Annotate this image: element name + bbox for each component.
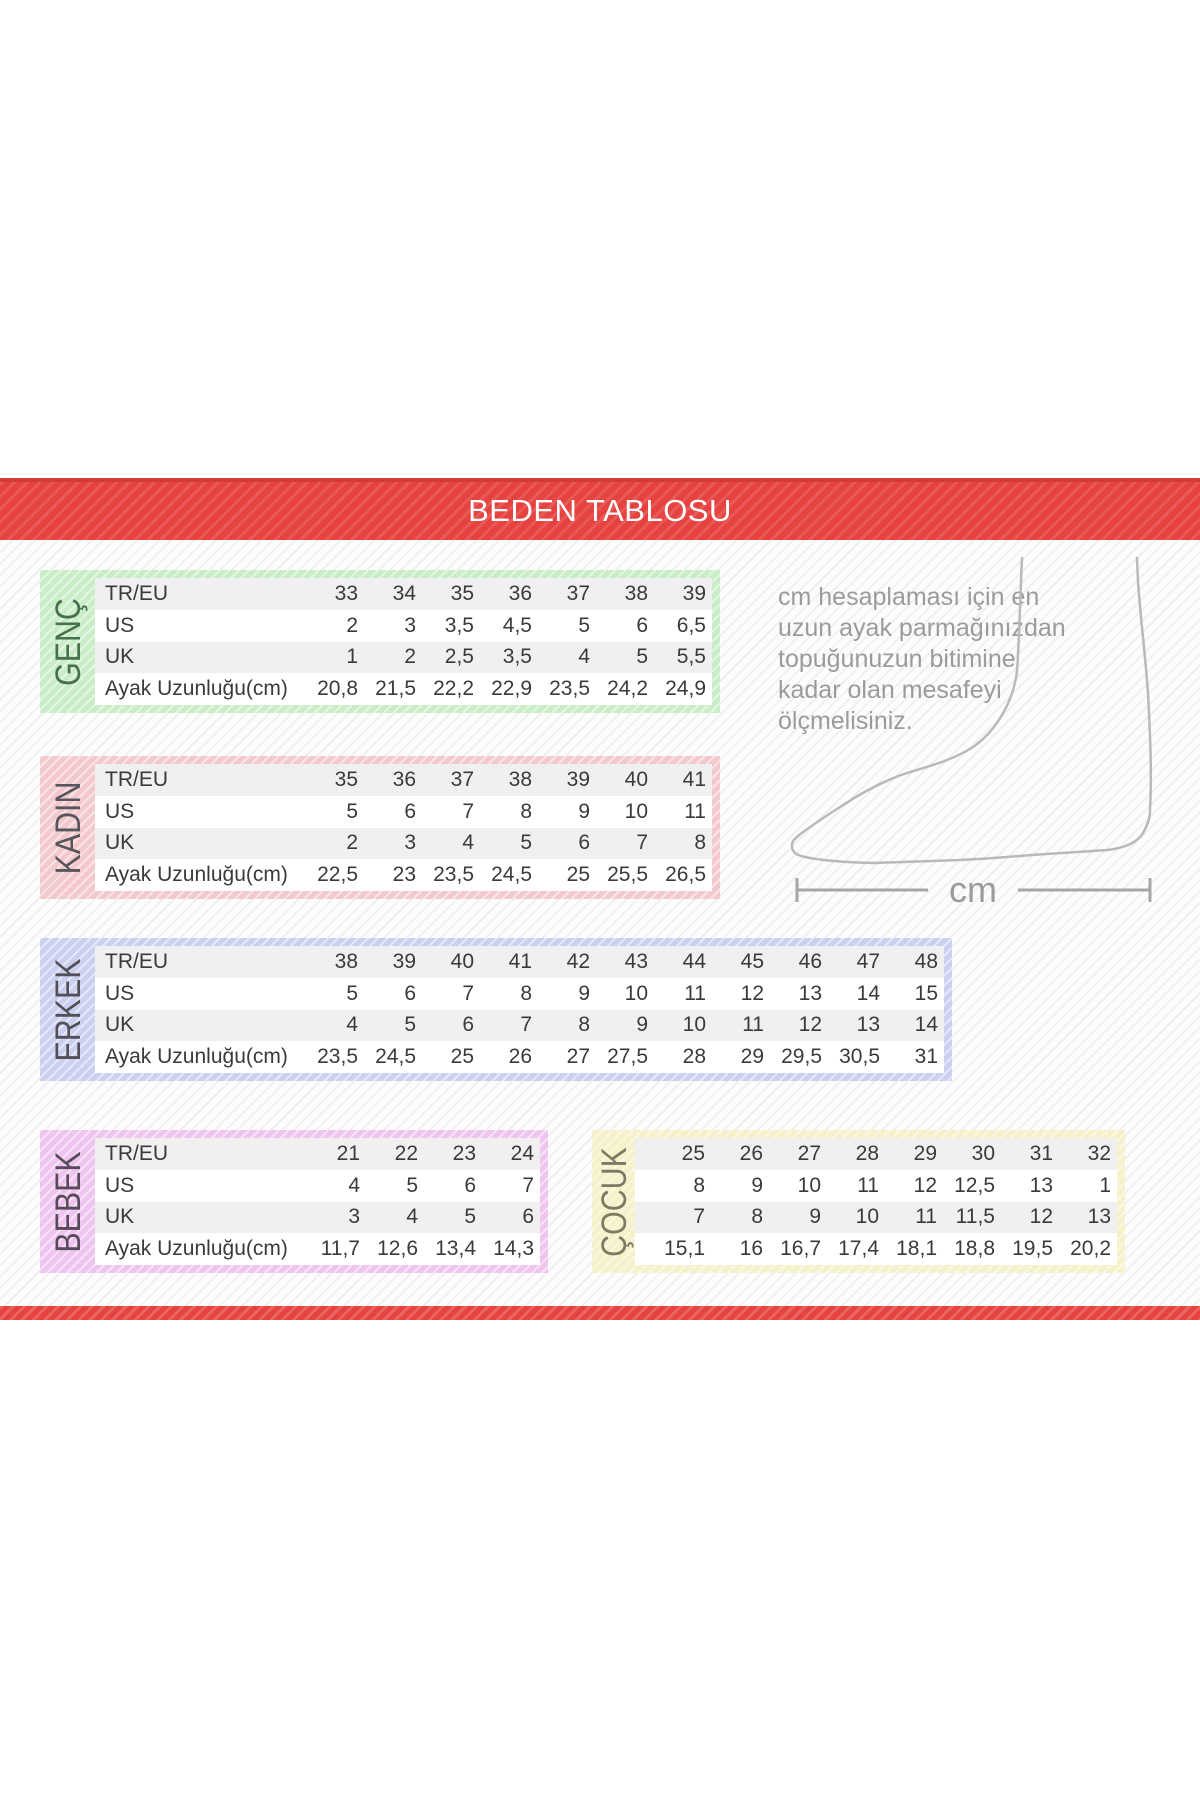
size-value-cell: 11,5 <box>955 1205 995 1229</box>
table-row <box>95 642 712 674</box>
size-value-cell: 4 <box>578 645 590 669</box>
size-value-cell: 3 <box>404 613 416 637</box>
size-table-cocuk-rows <box>635 1138 1117 1265</box>
size-value-cell: 23,5 <box>549 677 590 701</box>
size-value-cell: 4 <box>346 1013 358 1037</box>
size-value-cell: 28 <box>855 1141 879 1165</box>
size-value-cell: 21 <box>336 1141 360 1165</box>
size-value-cell: 1 <box>346 645 358 669</box>
size-value-cell: 25 <box>566 863 590 887</box>
size-value-cell: 39 <box>392 949 416 973</box>
size-table-bebek-rows <box>95 1138 540 1265</box>
size-value-cell: 4 <box>406 1205 418 1229</box>
size-value-cell: 8 <box>693 1173 705 1197</box>
table-row <box>95 1170 540 1202</box>
size-value-cell: 6 <box>464 1173 476 1197</box>
table-row <box>635 1202 1117 1234</box>
size-value-cell: 30,5 <box>839 1045 880 1069</box>
size-table-erkek <box>40 938 952 1081</box>
size-value-cell: 13 <box>1029 1173 1053 1197</box>
size-value-cell: 5 <box>346 981 358 1005</box>
size-value-cell: 27 <box>566 1045 590 1069</box>
size-value-cell: 4,5 <box>502 613 532 637</box>
size-value-cell: 2,5 <box>444 645 474 669</box>
size-value-cell: 3,5 <box>444 613 474 637</box>
row-header: Ayak Uzunluğu(cm) <box>105 677 288 701</box>
size-table-bebek-label-strip <box>40 1138 95 1265</box>
size-value-cell: 5 <box>406 1173 418 1197</box>
size-value-cell: 7 <box>520 1013 532 1037</box>
title-band <box>0 478 1200 540</box>
size-value-cell: 37 <box>566 581 590 605</box>
size-table-kadin-rows <box>95 764 712 891</box>
row-header: UK <box>105 1013 135 1037</box>
size-value-cell: 9 <box>809 1205 821 1229</box>
size-value-cell: 11,7 <box>320 1237 360 1261</box>
size-value-cell: 7 <box>522 1173 534 1197</box>
size-value-cell: 12,5 <box>954 1173 995 1197</box>
size-value-cell: 33 <box>334 581 358 605</box>
size-value-cell: 30 <box>971 1141 995 1165</box>
size-value-cell: 2 <box>346 831 358 855</box>
table-row <box>635 1138 1117 1170</box>
size-value-cell: 13 <box>856 1013 880 1037</box>
note-line: cm hesaplaması için en <box>778 583 1040 611</box>
size-table-erkek-rows <box>95 946 944 1073</box>
size-table-cocuk-label-strip <box>592 1138 635 1265</box>
size-value-cell: 40 <box>450 949 474 973</box>
size-value-cell: 8 <box>751 1205 763 1229</box>
size-value-cell: 48 <box>914 949 938 973</box>
size-value-cell: 26,5 <box>665 863 706 887</box>
page-title: BEDEN TABLOSU <box>468 493 732 528</box>
size-value-cell: 23,5 <box>433 863 474 887</box>
size-value-cell: 29 <box>913 1141 937 1165</box>
size-value-cell: 6 <box>522 1205 534 1229</box>
table-row <box>95 1041 944 1073</box>
size-value-cell: 7 <box>693 1205 705 1229</box>
size-value-cell: 5 <box>464 1205 476 1229</box>
size-value-cell: 22 <box>394 1141 418 1165</box>
row-header: TR/EU <box>105 581 168 605</box>
table-row <box>95 946 944 978</box>
size-value-cell: 12 <box>740 981 764 1005</box>
size-value-cell: 10 <box>797 1173 821 1197</box>
size-value-cell: 9 <box>751 1173 763 1197</box>
size-value-cell: 6 <box>636 613 648 637</box>
size-value-cell: 23 <box>452 1141 476 1165</box>
table-row <box>95 764 712 796</box>
size-value-cell: 3,5 <box>502 645 532 669</box>
size-value-cell: 13 <box>798 981 822 1005</box>
size-value-cell: 39 <box>566 767 590 791</box>
size-value-cell: 35 <box>450 581 474 605</box>
size-value-cell: 14 <box>856 981 880 1005</box>
note-line: topuğunuzun bitimine <box>778 645 1016 673</box>
table-row <box>95 610 712 642</box>
size-value-cell: 22,2 <box>433 677 474 701</box>
size-value-cell: 28 <box>682 1045 706 1069</box>
size-value-cell: 12 <box>913 1173 937 1197</box>
size-value-cell: 38 <box>334 949 358 973</box>
foot-outline-illustration <box>780 552 1170 917</box>
size-value-cell: 5 <box>578 613 590 637</box>
size-value-cell: 12,6 <box>377 1237 418 1261</box>
size-value-cell: 11 <box>742 1013 764 1037</box>
size-value-cell: 22,5 <box>317 863 358 887</box>
size-value-cell: 6 <box>462 1013 474 1037</box>
size-value-cell: 24,5 <box>491 863 532 887</box>
size-value-cell: 4 <box>348 1173 360 1197</box>
size-value-cell: 10 <box>855 1205 879 1229</box>
size-value-cell: 18,1 <box>896 1237 937 1261</box>
size-value-cell: 3 <box>348 1205 360 1229</box>
size-value-cell: 8 <box>578 1013 590 1037</box>
size-value-cell: 26 <box>739 1141 763 1165</box>
size-table-genc-rows <box>95 578 712 705</box>
size-value-cell: 19,5 <box>1012 1237 1053 1261</box>
size-value-cell: 10 <box>682 1013 706 1037</box>
size-value-cell: 24,2 <box>607 677 648 701</box>
size-value-cell: 41 <box>508 949 532 973</box>
size-value-cell: 29,5 <box>781 1045 822 1069</box>
size-value-cell: 23,5 <box>317 1045 358 1069</box>
size-table-kadin <box>40 756 720 899</box>
table-row <box>95 859 712 891</box>
size-value-cell: 1 <box>1099 1173 1111 1197</box>
table-row <box>95 673 712 705</box>
size-table-cocuk <box>592 1130 1125 1273</box>
size-value-cell: 11 <box>684 981 706 1005</box>
size-value-cell: 38 <box>508 767 532 791</box>
size-value-cell: 23 <box>392 863 416 887</box>
size-value-cell: 22,9 <box>491 677 532 701</box>
size-value-cell: 25 <box>450 1045 474 1069</box>
table-row <box>95 578 712 610</box>
size-value-cell: 5,5 <box>676 645 706 669</box>
size-value-cell: 9 <box>578 799 590 823</box>
size-value-cell: 45 <box>740 949 764 973</box>
size-value-cell: 2 <box>404 645 416 669</box>
size-value-cell: 40 <box>624 767 648 791</box>
size-value-cell: 12 <box>798 1013 822 1037</box>
row-header: Ayak Uzunluğu(cm) <box>105 1237 288 1261</box>
size-value-cell: 13,4 <box>435 1237 476 1261</box>
size-value-cell: 7 <box>636 831 648 855</box>
size-value-cell: 44 <box>682 949 706 973</box>
size-table-bebek <box>40 1130 548 1273</box>
size-value-cell: 10 <box>624 799 648 823</box>
category-label: KADIN <box>46 781 87 874</box>
size-value-cell: 6 <box>404 981 416 1005</box>
row-header: TR/EU <box>105 767 168 791</box>
size-value-cell: 13 <box>1087 1205 1111 1229</box>
note-line: uzun ayak parmağınızdan <box>778 614 1066 642</box>
size-value-cell: 8 <box>520 981 532 1005</box>
size-value-cell: 18,8 <box>954 1237 995 1261</box>
size-value-cell: 46 <box>798 949 822 973</box>
size-value-cell: 35 <box>334 767 358 791</box>
size-value-cell: 36 <box>508 581 532 605</box>
row-header: Ayak Uzunluğu(cm) <box>105 863 288 887</box>
category-label: BEBEK <box>46 1150 87 1253</box>
bottom-red-strip <box>0 1306 1200 1320</box>
size-value-cell: 47 <box>856 949 880 973</box>
size-value-cell: 37 <box>450 767 474 791</box>
note-line: ölçmelisiniz. <box>778 707 913 735</box>
size-value-cell: 36 <box>392 767 416 791</box>
size-value-cell: 41 <box>682 767 706 791</box>
size-value-cell: 5 <box>520 831 532 855</box>
size-value-cell: 14 <box>914 1013 938 1037</box>
row-header: Ayak Uzunluğu(cm) <box>105 1045 288 1069</box>
size-table-kadin-label-strip <box>40 764 95 891</box>
category-label: ÇOCUK <box>592 1146 633 1257</box>
size-value-cell: 11 <box>857 1173 879 1197</box>
size-value-cell: 27,5 <box>607 1045 648 1069</box>
size-value-cell: 17,4 <box>838 1237 879 1261</box>
size-value-cell: 9 <box>578 981 590 1005</box>
row-header: US <box>105 613 135 637</box>
size-value-cell: 10 <box>624 981 648 1005</box>
size-value-cell: 6 <box>578 831 590 855</box>
size-table-erkek-label-strip <box>40 946 95 1073</box>
size-value-cell: 15,1 <box>664 1237 705 1261</box>
table-row <box>95 978 944 1010</box>
size-table-genc-label-strip <box>40 578 95 705</box>
size-value-cell: 31 <box>1029 1141 1053 1165</box>
row-header: UK <box>105 831 135 855</box>
size-value-cell: 26 <box>508 1045 532 1069</box>
foot-outline <box>792 558 1151 863</box>
table-row <box>95 796 712 828</box>
row-header: UK <box>105 1205 135 1229</box>
table-row <box>95 1010 944 1042</box>
size-value-cell: 32 <box>1087 1141 1111 1165</box>
size-value-cell: 2 <box>346 613 358 637</box>
size-value-cell: 20,2 <box>1070 1237 1111 1261</box>
row-header: US <box>105 981 135 1005</box>
note-line: kadar olan mesafeyi <box>778 676 1002 704</box>
size-value-cell: 12 <box>1029 1205 1053 1229</box>
size-value-cell: 42 <box>566 949 590 973</box>
size-value-cell: 5 <box>636 645 648 669</box>
measure-unit-label: cm <box>949 869 997 910</box>
size-value-cell: 14,3 <box>493 1237 534 1261</box>
size-value-cell: 38 <box>624 581 648 605</box>
row-header: TR/EU <box>105 1141 168 1165</box>
size-value-cell: 15 <box>914 981 938 1005</box>
size-value-cell: 31 <box>914 1045 938 1069</box>
size-value-cell: 8 <box>520 799 532 823</box>
size-value-cell: 3 <box>404 831 416 855</box>
size-value-cell: 39 <box>682 581 706 605</box>
size-value-cell: 6 <box>404 799 416 823</box>
size-value-cell: 5 <box>404 1013 416 1037</box>
row-header: US <box>105 799 135 823</box>
size-value-cell: 16,7 <box>780 1237 821 1261</box>
size-value-cell: 20,8 <box>317 677 358 701</box>
size-value-cell: 25 <box>681 1141 705 1165</box>
size-value-cell: 16 <box>739 1237 763 1261</box>
table-row <box>95 1202 540 1234</box>
size-value-cell: 24,5 <box>375 1045 416 1069</box>
category-label: GENÇ <box>46 597 87 686</box>
size-value-cell: 21,5 <box>375 677 416 701</box>
size-value-cell: 8 <box>694 831 706 855</box>
size-table-genc <box>40 570 720 713</box>
size-value-cell: 5 <box>346 799 358 823</box>
table-row <box>95 1138 540 1170</box>
size-value-cell: 11 <box>684 799 706 823</box>
size-value-cell: 24,9 <box>665 677 706 701</box>
size-value-cell: 43 <box>624 949 648 973</box>
size-value-cell: 29 <box>740 1045 764 1069</box>
size-value-cell: 7 <box>462 799 474 823</box>
row-header: US <box>105 1173 135 1197</box>
table-row <box>635 1233 1117 1265</box>
size-value-cell: 11 <box>915 1205 937 1229</box>
size-value-cell: 9 <box>636 1013 648 1037</box>
size-value-cell: 25,5 <box>607 863 648 887</box>
size-value-cell: 6,5 <box>676 613 706 637</box>
row-header: UK <box>105 645 135 669</box>
size-value-cell: 27 <box>797 1141 821 1165</box>
category-label: ERKEK <box>46 958 87 1061</box>
size-value-cell: 24 <box>510 1141 534 1165</box>
table-row <box>635 1170 1117 1202</box>
row-header: TR/EU <box>105 949 168 973</box>
table-row <box>95 828 712 860</box>
size-value-cell: 7 <box>462 981 474 1005</box>
table-row <box>95 1233 540 1265</box>
size-value-cell: 34 <box>392 581 416 605</box>
size-value-cell: 4 <box>462 831 474 855</box>
